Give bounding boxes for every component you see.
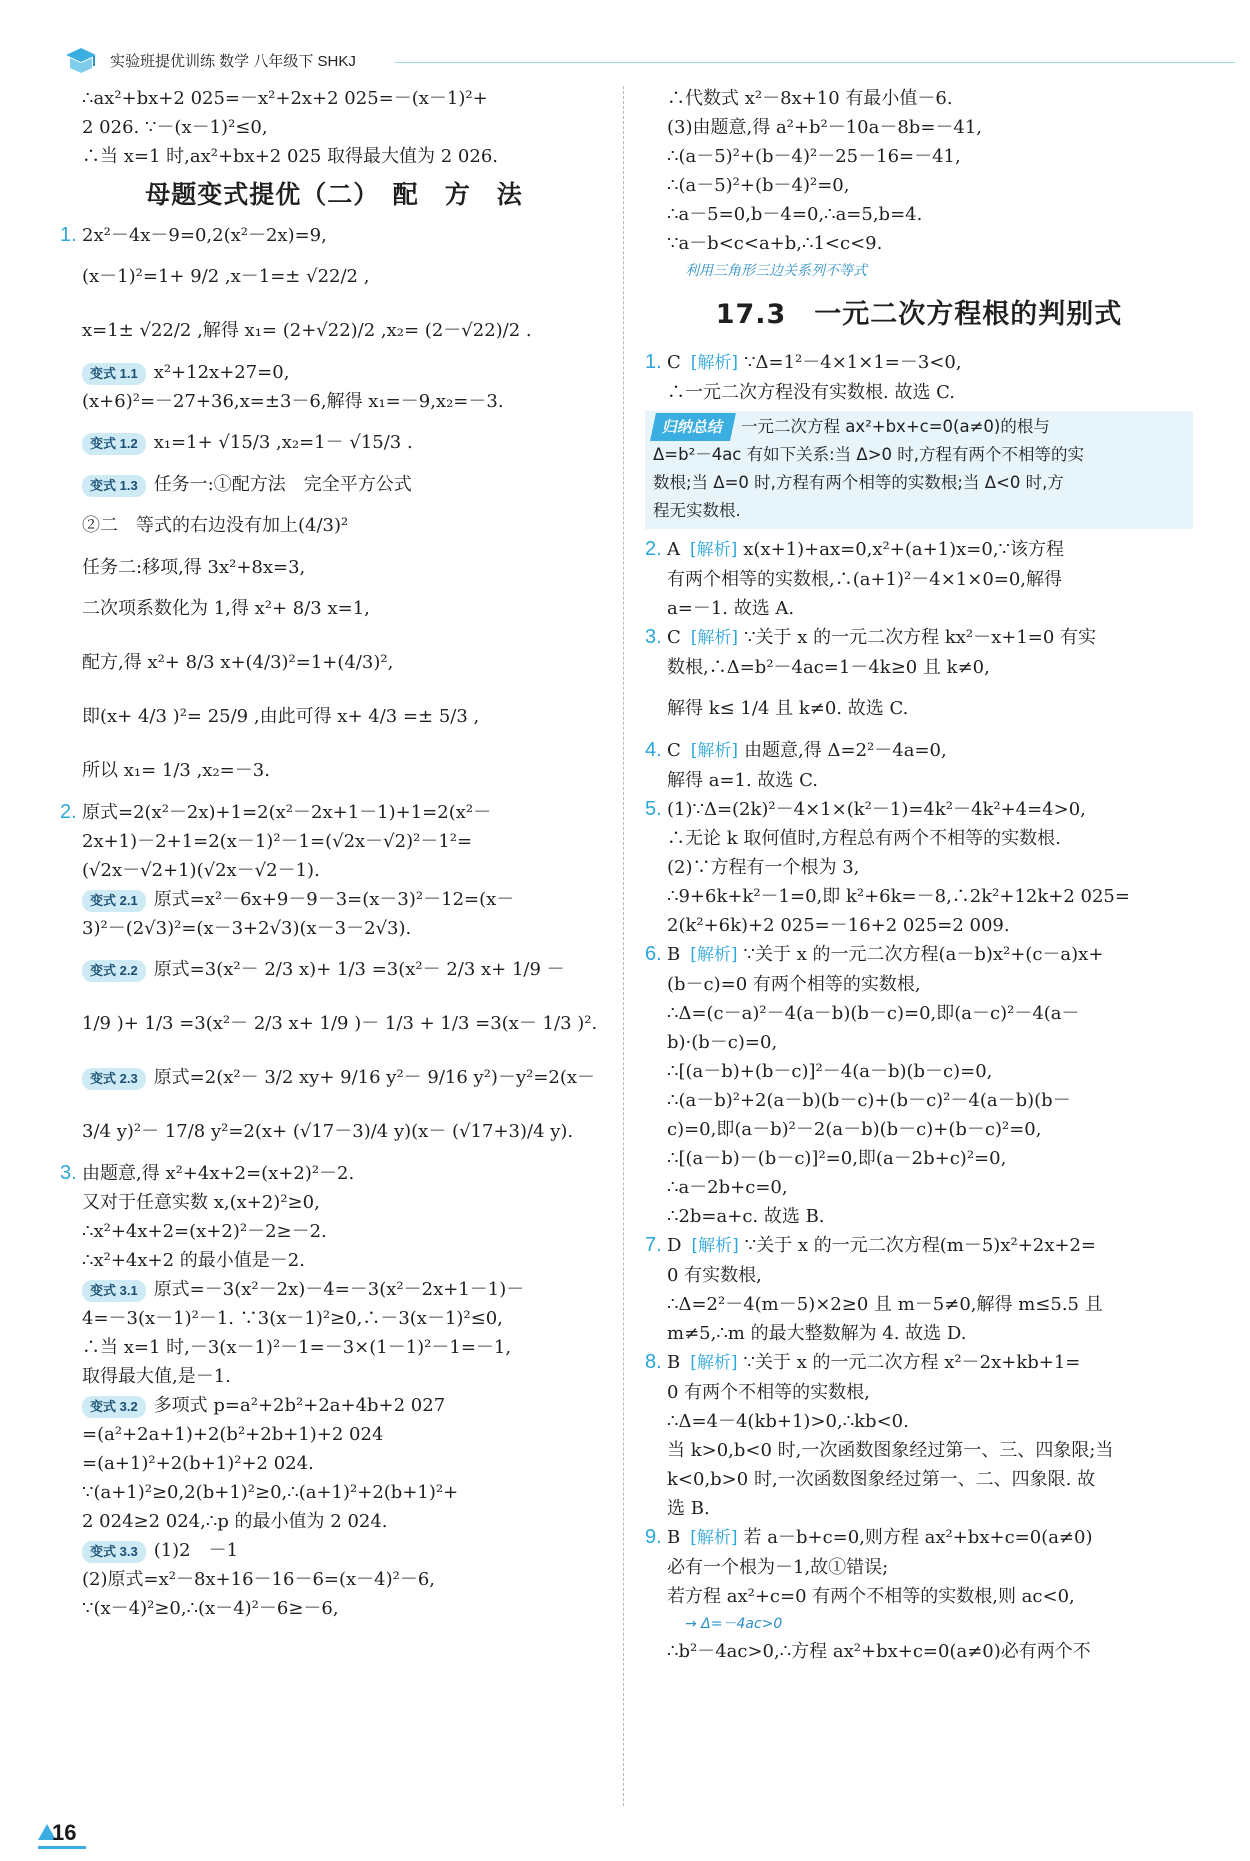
variant-1-3: 变式 1.3 任务一:①配方法 完全平方公式	[60, 470, 608, 499]
question-2-line: 2x+1)－2+1=2(x－1)²－1=(√2x－√2)²－1²=	[82, 831, 473, 852]
question-1-line: ∴一元二次方程没有实数根. 故选 C.	[667, 382, 956, 403]
question-6-line: c)=0,即(a－b)²－2(a－b)(b－c)+(b－c)²=0,	[667, 1119, 1042, 1140]
handwritten-annotation: 利用三角形三边关系列不等式	[685, 263, 867, 279]
question-5-line: 5. (1)∵Δ=(2k)²－4×1×(k²－1)=4k²－4k²+4=4>0,	[645, 795, 1193, 824]
question-number: 3.	[645, 626, 662, 648]
question-number: 6.	[645, 943, 662, 965]
summary-box	[645, 411, 1193, 529]
question-4-line: 解得 a=1. 故选 C.	[667, 770, 819, 791]
question-3-line: ∴x²+4x+2 的最小值是－2.	[82, 1250, 305, 1271]
question-9-line: 若方程 ax²+c=0 有两个不相等的实数根,则 ac<0,	[667, 1586, 1075, 1607]
question-7-line: m≠5,∴m 的最大整数解为 4. 故选 D.	[667, 1323, 967, 1344]
variant-3-3-line: (2)原式=x²－8x+16－16－6=(x－4)²－6,	[82, 1569, 436, 1590]
intro-line: (3)由题意,得 a²+b²－10a－8b=－41,	[667, 117, 983, 138]
left-column	[60, 84, 608, 1623]
question-1-line: 1. 2x²－4x－9=0,2(x²－2x)=9,	[60, 221, 608, 250]
question-number: 2.	[60, 801, 77, 823]
column-divider	[623, 86, 624, 1806]
variant-tag: 变式 2.3	[82, 1068, 146, 1090]
question-1-line: (x－1)²=1+ 9/2 ,x－1=± √22/2 ,	[82, 266, 370, 287]
question-6-line: ∴(a－b)²+2(a－b)(b－c)+(b－c)²－4(a－b)(b－	[667, 1090, 1071, 1111]
variant-2-1-line: 3)²－(2√3)²=(x－3+2√3)(x－3－2√3).	[82, 918, 412, 939]
question-3-line: 又对于任意实数 x,(x+2)²≥0,	[82, 1192, 320, 1213]
book-logo-icon	[64, 46, 98, 76]
question-2-line: 2. A[ 解析 ] x(x+1)+ax=0,x²+(a+1)x=0,∵该方程	[645, 535, 1193, 565]
question-8-line: 选 B.	[667, 1498, 710, 1519]
question-6-line: 6. B[ 解析 ] ∵关于 x 的一元二次方程(a－b)x²+(c－a)x+	[645, 940, 1193, 970]
analysis-label: [ 解析 ]	[690, 540, 737, 560]
variant-3-2: 变式 3.2 多项式 p=a²+2b²+2a+4b+2 027	[60, 1391, 608, 1420]
question-2-line: 2. 原式=2(x²－2x)+1=2(x²－2x+1－1)+1=2(x²－	[60, 798, 608, 827]
question-5-line: ∴无论 k 取何值时,方程总有两个不相等的实数根.	[667, 828, 1061, 849]
question-8-line: k<0,b>0 时,一次函数图象经过第一、二、四象限. 故	[667, 1469, 1096, 1490]
analysis-label: [ 解析 ]	[691, 628, 738, 648]
question-7-line: 7. D[ 解析 ] ∵关于 x 的一元二次方程(m－5)x²+2x+2=	[645, 1231, 1193, 1261]
question-3-line: 解得 k≤ 1/4 且 k≠0. 故选 C.	[667, 698, 909, 719]
handwritten-annotation: → Δ=－4ac>0	[685, 1616, 783, 1632]
book-title: 实验班提优训练 数学 八年级下 SHKJ	[110, 53, 356, 70]
variant-1-3-line: 二次项系数化为 1,得 x²+ 8/3 x=1,	[82, 598, 370, 619]
question-1-line: x=1± √22/2 ,解得 x₁= (2+√22)/2 ,x₂= (2－√22)/2 .	[82, 320, 532, 341]
analysis-label: [ 解析 ]	[690, 1528, 737, 1548]
question-9-line: 必有一个根为－1,故①错误;	[667, 1557, 889, 1578]
intro-line: ∴(a－5)²+(b－4)²=0,	[667, 175, 850, 196]
answer-letter: D	[667, 1235, 682, 1256]
answer-letter: B	[667, 944, 681, 965]
variant-1-3-line: 任务二:移项,得 3x²+8x=3,	[82, 557, 306, 578]
intro-line: ∴ax²+bx+2 025=－x²+2x+2 025=－(x－1)²+	[82, 88, 488, 109]
variant-3-2-line: =(a²+2a+1)+2(b²+2b+1)+2 024	[82, 1424, 384, 1445]
summary-line: 程无实数根.	[653, 501, 741, 520]
variant-1-2: 变式 1.2 x₁=1+ √15/3 ,x₂=1－ √15/3 .	[60, 416, 608, 470]
question-8-line: ∴Δ=4－4(kb+1)>0,∴kb<0.	[667, 1411, 909, 1432]
variant-tag: 变式 3.3	[82, 1541, 146, 1563]
variant-3-3-line: ∵(x－4)²≥0,∴(x－4)²－6≥－6,	[82, 1598, 339, 1619]
variant-2-3: 变式 2.3 原式=2(x²－ 3/2 xy+ 9/16 y²－ 9/16 y²)－y²=2(x－	[60, 1051, 608, 1105]
answer-letter: C	[667, 352, 681, 373]
question-2-line: 有两个相等的实数根,∴(a+1)²－4×1×0=0,解得	[667, 569, 1063, 590]
question-number: 8.	[645, 1351, 662, 1373]
analysis-label: [ 解析 ]	[690, 945, 737, 965]
variant-tag: 变式 3.1	[82, 1280, 146, 1302]
intro-line: ∵a－b<c<a+b,∴1<c<9.	[667, 233, 883, 254]
question-2-line: a=－1. 故选 A.	[667, 598, 795, 619]
question-8-line: 8. B[ 解析 ] ∵关于 x 的一元二次方程 x²－2x+kb+1=	[645, 1348, 1193, 1378]
intro-line: ∴当 x=1 时,ax²+bx+2 025 取得最大值为 2 026.	[82, 146, 499, 167]
question-number: 3.	[60, 1162, 77, 1184]
page-number-badge	[38, 1820, 90, 1850]
variant-3-1-line: 4=－3(x－1)²－1. ∵3(x－1)²≥0,∴－3(x－1)²≤0,	[82, 1308, 503, 1329]
question-6-line: ∴[(a－b)－(b－c)]²=0,即(a－2b+c)²=0,	[667, 1148, 1007, 1169]
variant-3-2-line: ∵(a+1)²≥0,2(b+1)²≥0,∴(a+1)²+2(b+1)²+	[82, 1482, 459, 1503]
analysis-label: [ 解析 ]	[691, 1236, 738, 1256]
answer-letter: C	[667, 627, 681, 648]
intro-line: ∴a－5=0,b－4=0,∴a=5,b=4.	[667, 204, 923, 225]
question-number: 2.	[645, 538, 662, 560]
right-column	[645, 84, 1193, 1666]
question-7-line: 0 有实数根,	[667, 1265, 762, 1286]
header-rule	[395, 62, 1235, 63]
variant-tag: 变式 1.1	[82, 363, 146, 385]
variant-2-2-line: 1/9 )+ 1/3 =3(x²－ 2/3 x+ 1/9 )－ 1/3 + 1/3 =3(x－ 1/3 )².	[82, 1013, 598, 1034]
answer-letter: B	[667, 1352, 681, 1373]
variant-tag: 变式 2.1	[82, 890, 146, 912]
question-7-line: ∴Δ=2²－4(m－5)×2≥0 且 m－5≠0,解得 m≤5.5 且	[667, 1294, 1103, 1315]
question-number: 1.	[60, 224, 77, 246]
question-number: 9.	[645, 1526, 662, 1548]
answer-letter: C	[667, 740, 681, 761]
question-6-line: ∴a－2b+c=0,	[667, 1177, 788, 1198]
variant-tag: 变式 1.2	[82, 433, 146, 455]
question-3-line: 3. C[ 解析 ] ∵关于 x 的一元二次方程 kx²－x+1=0 有实	[645, 623, 1193, 653]
variant-tag: 变式 2.2	[82, 960, 146, 982]
summary-line: 数根;当 Δ=0 时,方程有两个相等的实数根;当 Δ<0 时,方	[653, 473, 1064, 492]
variant-1-1: 变式 1.1 x²+12x+27=0,	[60, 358, 608, 387]
answer-letter: B	[667, 1527, 681, 1548]
intro-line: 2 026. ∵－(x－1)²≤0,	[82, 117, 268, 138]
question-9-line: 9. B[ 解析 ] 若 a－b+c=0,则方程 ax²+bx+c=0(a≠0)	[645, 1523, 1193, 1553]
question-5-line: ∴9+6k+k²－1=0,即 k²+6k=－8,∴2k²+12k+2 025=	[667, 886, 1130, 907]
intro-line: ∴代数式 x²－8x+10 有最小值－6.	[667, 88, 953, 109]
question-6-line: ∴[(a－b)+(b－c)]²－4(a－b)(b－c)=0,	[667, 1061, 993, 1082]
variant-tag: 变式 3.2	[82, 1396, 146, 1418]
page-number-underline	[38, 1846, 86, 1849]
question-number: 4.	[645, 739, 662, 761]
variant-2-3-line: 3/4 y)²－ 17/8 y²=2(x+ (√17－3)/4 y)(x－ (√17+3)/4 y).	[82, 1121, 574, 1142]
variant-3-3: 变式 3.3 (1)2 －1	[60, 1536, 608, 1565]
variant-3-1-line: 取得最大值,是－1.	[82, 1366, 231, 1387]
analysis-label: [ 解析 ]	[691, 353, 738, 373]
variant-tag: 变式 1.3	[82, 475, 146, 497]
variant-1-3-line: 所以 x₁= 1/3 ,x₂=－3.	[82, 760, 270, 781]
question-number: 5.	[645, 798, 662, 820]
variant-2-1: 变式 2.1 原式=x²－6x+9－9－3=(x－3)²－12=(x－	[60, 885, 608, 914]
analysis-label: [ 解析 ]	[690, 1353, 737, 1373]
question-3-line: 3. 由题意,得 x²+4x+2=(x+2)²－2.	[60, 1159, 608, 1188]
question-2-line: (√2x－√2+1)(√2x－√2－1).	[82, 860, 320, 881]
intro-line: ∴(a－5)²+(b－4)²－25－16=－41,	[667, 146, 961, 167]
variant-1-3-line: 配方,得 x²+ 8/3 x+(4/3)²=1+(4/3)²,	[82, 652, 394, 673]
question-4-line: 4. C[ 解析 ] 由题意,得 Δ=2²－4a=0,	[645, 736, 1193, 766]
section-title: 17.3 一元二次方程根的判别式	[715, 299, 1123, 330]
variant-3-1: 变式 3.1 原式=－3(x²－2x)－4=－3(x²－2x+1－1)－	[60, 1275, 608, 1304]
question-6-line: b)·(b－c)=0,	[667, 1032, 778, 1053]
question-1-line: 1. C[ 解析 ] ∵Δ=1²－4×1×1=－3<0,	[645, 348, 1193, 378]
summary-line: 归纳总结 一元二次方程 ax²+bx+c=0(a≠0)的根与	[653, 413, 1187, 441]
variant-1-3-line: ②二 等式的右边没有加上(4/3)²	[82, 515, 349, 536]
question-9-line: ∴b²－4ac>0,∴方程 ax²+bx+c=0(a≠0)必有两个不	[667, 1641, 1091, 1662]
question-3-line: 数根,∴Δ=b²－4ac=1－4k≥0 且 k≠0,	[667, 657, 990, 678]
variant-1-3-line: 即(x+ 4/3 )²= 25/9 ,由此可得 x+ 4/3 =± 5/3 ,	[82, 706, 480, 727]
question-number: 1.	[645, 351, 662, 373]
question-6-line: (b－c)=0 有两个相等的实数根,	[667, 974, 921, 995]
variant-1-1-line: (x+6)²=－27+36,x=±3－6,解得 x₁=－9,x₂=－3.	[82, 391, 504, 412]
analysis-label: [ 解析 ]	[691, 741, 738, 761]
question-3-line: ∴x²+4x+2=(x+2)²－2≥－2.	[82, 1221, 327, 1242]
question-5-line: (2)∵方程有一个根为 3,	[667, 857, 860, 878]
question-number: 7.	[645, 1234, 662, 1256]
summary-tag: 归纳总结	[650, 413, 736, 441]
variant-3-2-line: =(a+1)²+2(b+1)²+2 024.	[82, 1453, 314, 1474]
question-8-line: 0 有两个不相等的实数根,	[667, 1382, 870, 1403]
variant-3-1-line: ∴当 x=1 时,－3(x－1)²－1=－3×(1－1)²－1=－1,	[82, 1337, 512, 1358]
page-number: 16	[52, 1820, 77, 1845]
summary-line: Δ=b²－4ac 有如下关系:当 Δ>0 时,方程有两个不相等的实	[653, 445, 1085, 464]
question-8-line: 当 k>0,b<0 时,一次函数图象经过第一、三、四象限;当	[667, 1440, 1114, 1461]
variant-2-2: 变式 2.2 原式=3(x²－ 2/3 x)+ 1/3 =3(x²－ 2/3 x+ 1/9 －	[60, 943, 608, 997]
answer-letter: A	[667, 539, 680, 560]
question-6-line: ∴Δ=(c－a)²－4(a－b)(b－c)=0,即(a－c)²－4(a－	[667, 1003, 1080, 1024]
section-title: 母题变式提优（二） 配 方 法	[145, 180, 523, 209]
question-6-line: ∴2b=a+c. 故选 B.	[667, 1206, 825, 1227]
variant-3-2-line: 2 024≥2 024,∴p 的最小值为 2 024.	[82, 1511, 388, 1532]
page-header	[50, 46, 1200, 76]
question-5-line: 2(k²+6k)+2 025=－16+2 025=2 009.	[667, 915, 1010, 936]
